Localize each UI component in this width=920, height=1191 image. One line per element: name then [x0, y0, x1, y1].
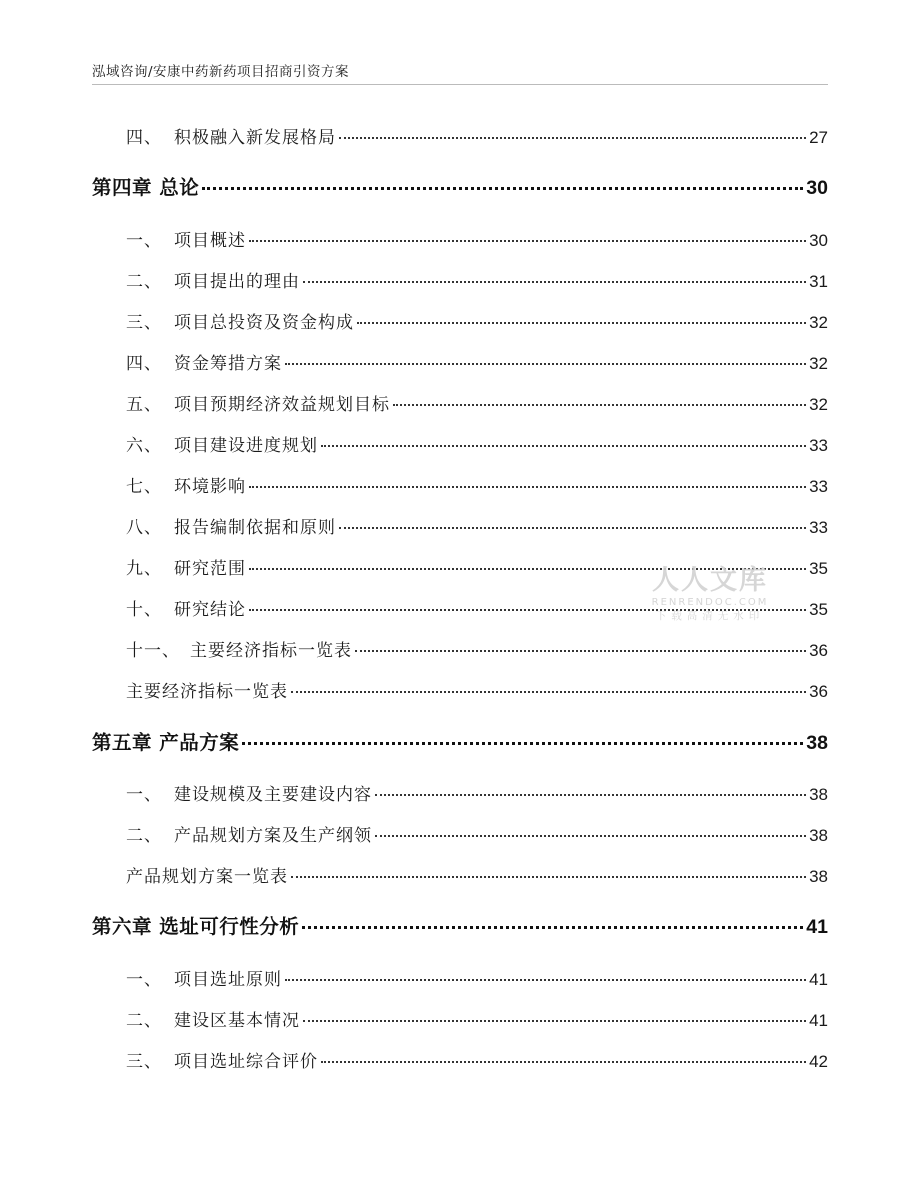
watermark-url: RENRENDOC.COM: [651, 597, 769, 608]
toc-leader-dots: [321, 1061, 806, 1063]
toc-entry-number: 四、: [126, 354, 162, 374]
toc-leader-dots: [357, 322, 806, 324]
toc-entry-title: 项目概述: [174, 231, 246, 251]
toc-leader-dots: [355, 650, 806, 652]
toc-entry-number: 一、: [126, 231, 162, 251]
toc-leader-dots: [303, 281, 806, 283]
toc-entry[interactable]: [92, 1006, 828, 1031]
toc-entry-page: 38: [809, 785, 828, 804]
toc-entry-title: 环境影响: [174, 477, 246, 497]
header-divider: [92, 84, 828, 85]
toc-leader-dots: [285, 979, 806, 981]
toc-chapter[interactable]: [92, 727, 828, 755]
toc-entry[interactable]: [92, 123, 828, 148]
toc-entry[interactable]: [92, 1047, 828, 1072]
toc-entry-number: 八、: [126, 518, 162, 538]
toc-entry-number: 九、: [126, 559, 162, 579]
toc-entry-page: 27: [809, 128, 828, 147]
toc-entry-page: 35: [809, 559, 828, 578]
toc-leader-dots: [302, 926, 803, 929]
toc-entry-number: 十一、: [126, 641, 180, 661]
toc-entry-title: 资金筹措方案: [174, 354, 282, 374]
toc-entry[interactable]: [92, 862, 828, 887]
toc-entry-page: 33: [809, 518, 828, 537]
toc-entry-title: 项目预期经济效益规划目标: [174, 395, 390, 415]
watermark-slogan: 下载高清无水印: [655, 610, 765, 622]
toc-leader-dots: [339, 527, 806, 529]
toc-leader-dots: [321, 445, 806, 447]
toc-leader-dots: [242, 742, 803, 745]
toc-entry[interactable]: [92, 267, 828, 292]
toc-leader-dots: [285, 363, 806, 365]
toc-entry-title: 研究范围: [174, 559, 246, 579]
toc-leader-dots: [291, 691, 806, 693]
toc-entry-title: 主要经济指标一览表: [126, 682, 288, 702]
toc-entry-number: 四、: [126, 128, 162, 148]
toc-entry-number: 五、: [126, 395, 162, 415]
toc-entry-page: 33: [809, 436, 828, 455]
toc-entry[interactable]: [92, 965, 828, 990]
toc-entry-title: 项目总投资及资金构成: [174, 313, 354, 333]
toc-entry-title: 报告编制依据和原则: [174, 518, 336, 538]
toc-entry-number: 二、: [126, 272, 162, 292]
toc-entry-page: 32: [809, 313, 828, 332]
toc-entry-number: 六、: [126, 436, 162, 456]
toc-entry-number: 一、: [126, 785, 162, 805]
watermark-title: 人人文库: [652, 565, 768, 596]
toc-entry-title: 项目提出的理由: [174, 272, 300, 292]
toc-entry-page: 31: [809, 272, 828, 291]
toc-entry[interactable]: [92, 308, 828, 333]
toc-leader-dots: [249, 568, 806, 570]
toc-entry[interactable]: [92, 677, 828, 702]
toc-entry-page: 32: [809, 354, 828, 373]
toc-entry[interactable]: [92, 226, 828, 251]
toc-entry-number: 七、: [126, 477, 162, 497]
toc-entry-title: 产品规划方案一览表: [126, 867, 288, 887]
toc-entry-title: 项目选址综合评价: [174, 1052, 318, 1072]
toc-entry-page: 41: [809, 1011, 828, 1030]
toc-entry-title: 研究结论: [174, 600, 246, 620]
toc-entry-page: 41: [809, 970, 828, 989]
toc-entry-number: 十、: [126, 600, 162, 620]
toc-entry[interactable]: [92, 431, 828, 456]
toc-entry[interactable]: [92, 349, 828, 374]
toc-chapter-title: 第六章 选址可行性分析: [92, 915, 300, 938]
toc-chapter-title: 第四章 总论: [92, 176, 200, 199]
toc-entry-number: 一、: [126, 970, 162, 990]
toc-entry-title: 积极融入新发展格局: [174, 128, 336, 148]
toc-leader-dots: [393, 404, 806, 406]
toc-entry[interactable]: [92, 472, 828, 497]
toc-entry-page: 38: [809, 826, 828, 845]
toc-entry[interactable]: [92, 595, 828, 620]
toc-entry-title: 产品规划方案及生产纲领: [174, 826, 372, 846]
toc-leader-dots: [375, 835, 806, 837]
toc-chapter-page: 30: [806, 177, 828, 199]
toc-chapter-title: 第五章 产品方案: [92, 731, 240, 754]
toc-entry[interactable]: [92, 636, 828, 661]
toc-leader-dots: [339, 137, 806, 139]
toc-entry-number: 二、: [126, 826, 162, 846]
toc-entry-page: 38: [809, 867, 828, 886]
toc-entry-page: 35: [809, 600, 828, 619]
toc-entry-number: 三、: [126, 1052, 162, 1072]
toc-entry[interactable]: [92, 513, 828, 538]
toc-entry-title: 主要经济指标一览表: [190, 641, 352, 661]
toc-chapter-page: 38: [806, 732, 828, 754]
toc-entry-title: 建设区基本情况: [174, 1011, 300, 1031]
toc-leader-dots: [303, 1020, 806, 1022]
toc-entry-page: 42: [809, 1052, 828, 1071]
toc-chapter[interactable]: [92, 911, 828, 939]
toc-leader-dots: [375, 794, 806, 796]
toc-entry-number: 三、: [126, 313, 162, 333]
toc-entry-title: 建设规模及主要建设内容: [174, 785, 372, 805]
toc-leader-dots: [249, 240, 806, 242]
toc-entry-page: 36: [809, 641, 828, 660]
toc-entry-title: 项目选址原则: [174, 970, 282, 990]
toc-entry[interactable]: [92, 390, 828, 415]
toc-entry-page: 36: [809, 682, 828, 701]
toc-entry-page: 33: [809, 477, 828, 496]
toc-entry[interactable]: [92, 780, 828, 805]
toc-entry[interactable]: [92, 821, 828, 846]
toc-entry-number: 二、: [126, 1011, 162, 1031]
toc-chapter-page: 41: [806, 916, 828, 938]
toc-entry-title: 项目建设进度规划: [174, 436, 318, 456]
page-header: 泓域咨询/安康中药新药项目招商引资方案: [92, 64, 350, 80]
toc-leader-dots: [291, 876, 806, 878]
toc-entry-page: 32: [809, 395, 828, 414]
toc-leader-dots: [249, 609, 806, 611]
toc-leader-dots: [249, 486, 806, 488]
toc-entry[interactable]: [92, 554, 828, 579]
toc-entry-page: 30: [809, 231, 828, 250]
toc-leader-dots: [202, 187, 803, 190]
toc-chapter[interactable]: [92, 172, 828, 200]
